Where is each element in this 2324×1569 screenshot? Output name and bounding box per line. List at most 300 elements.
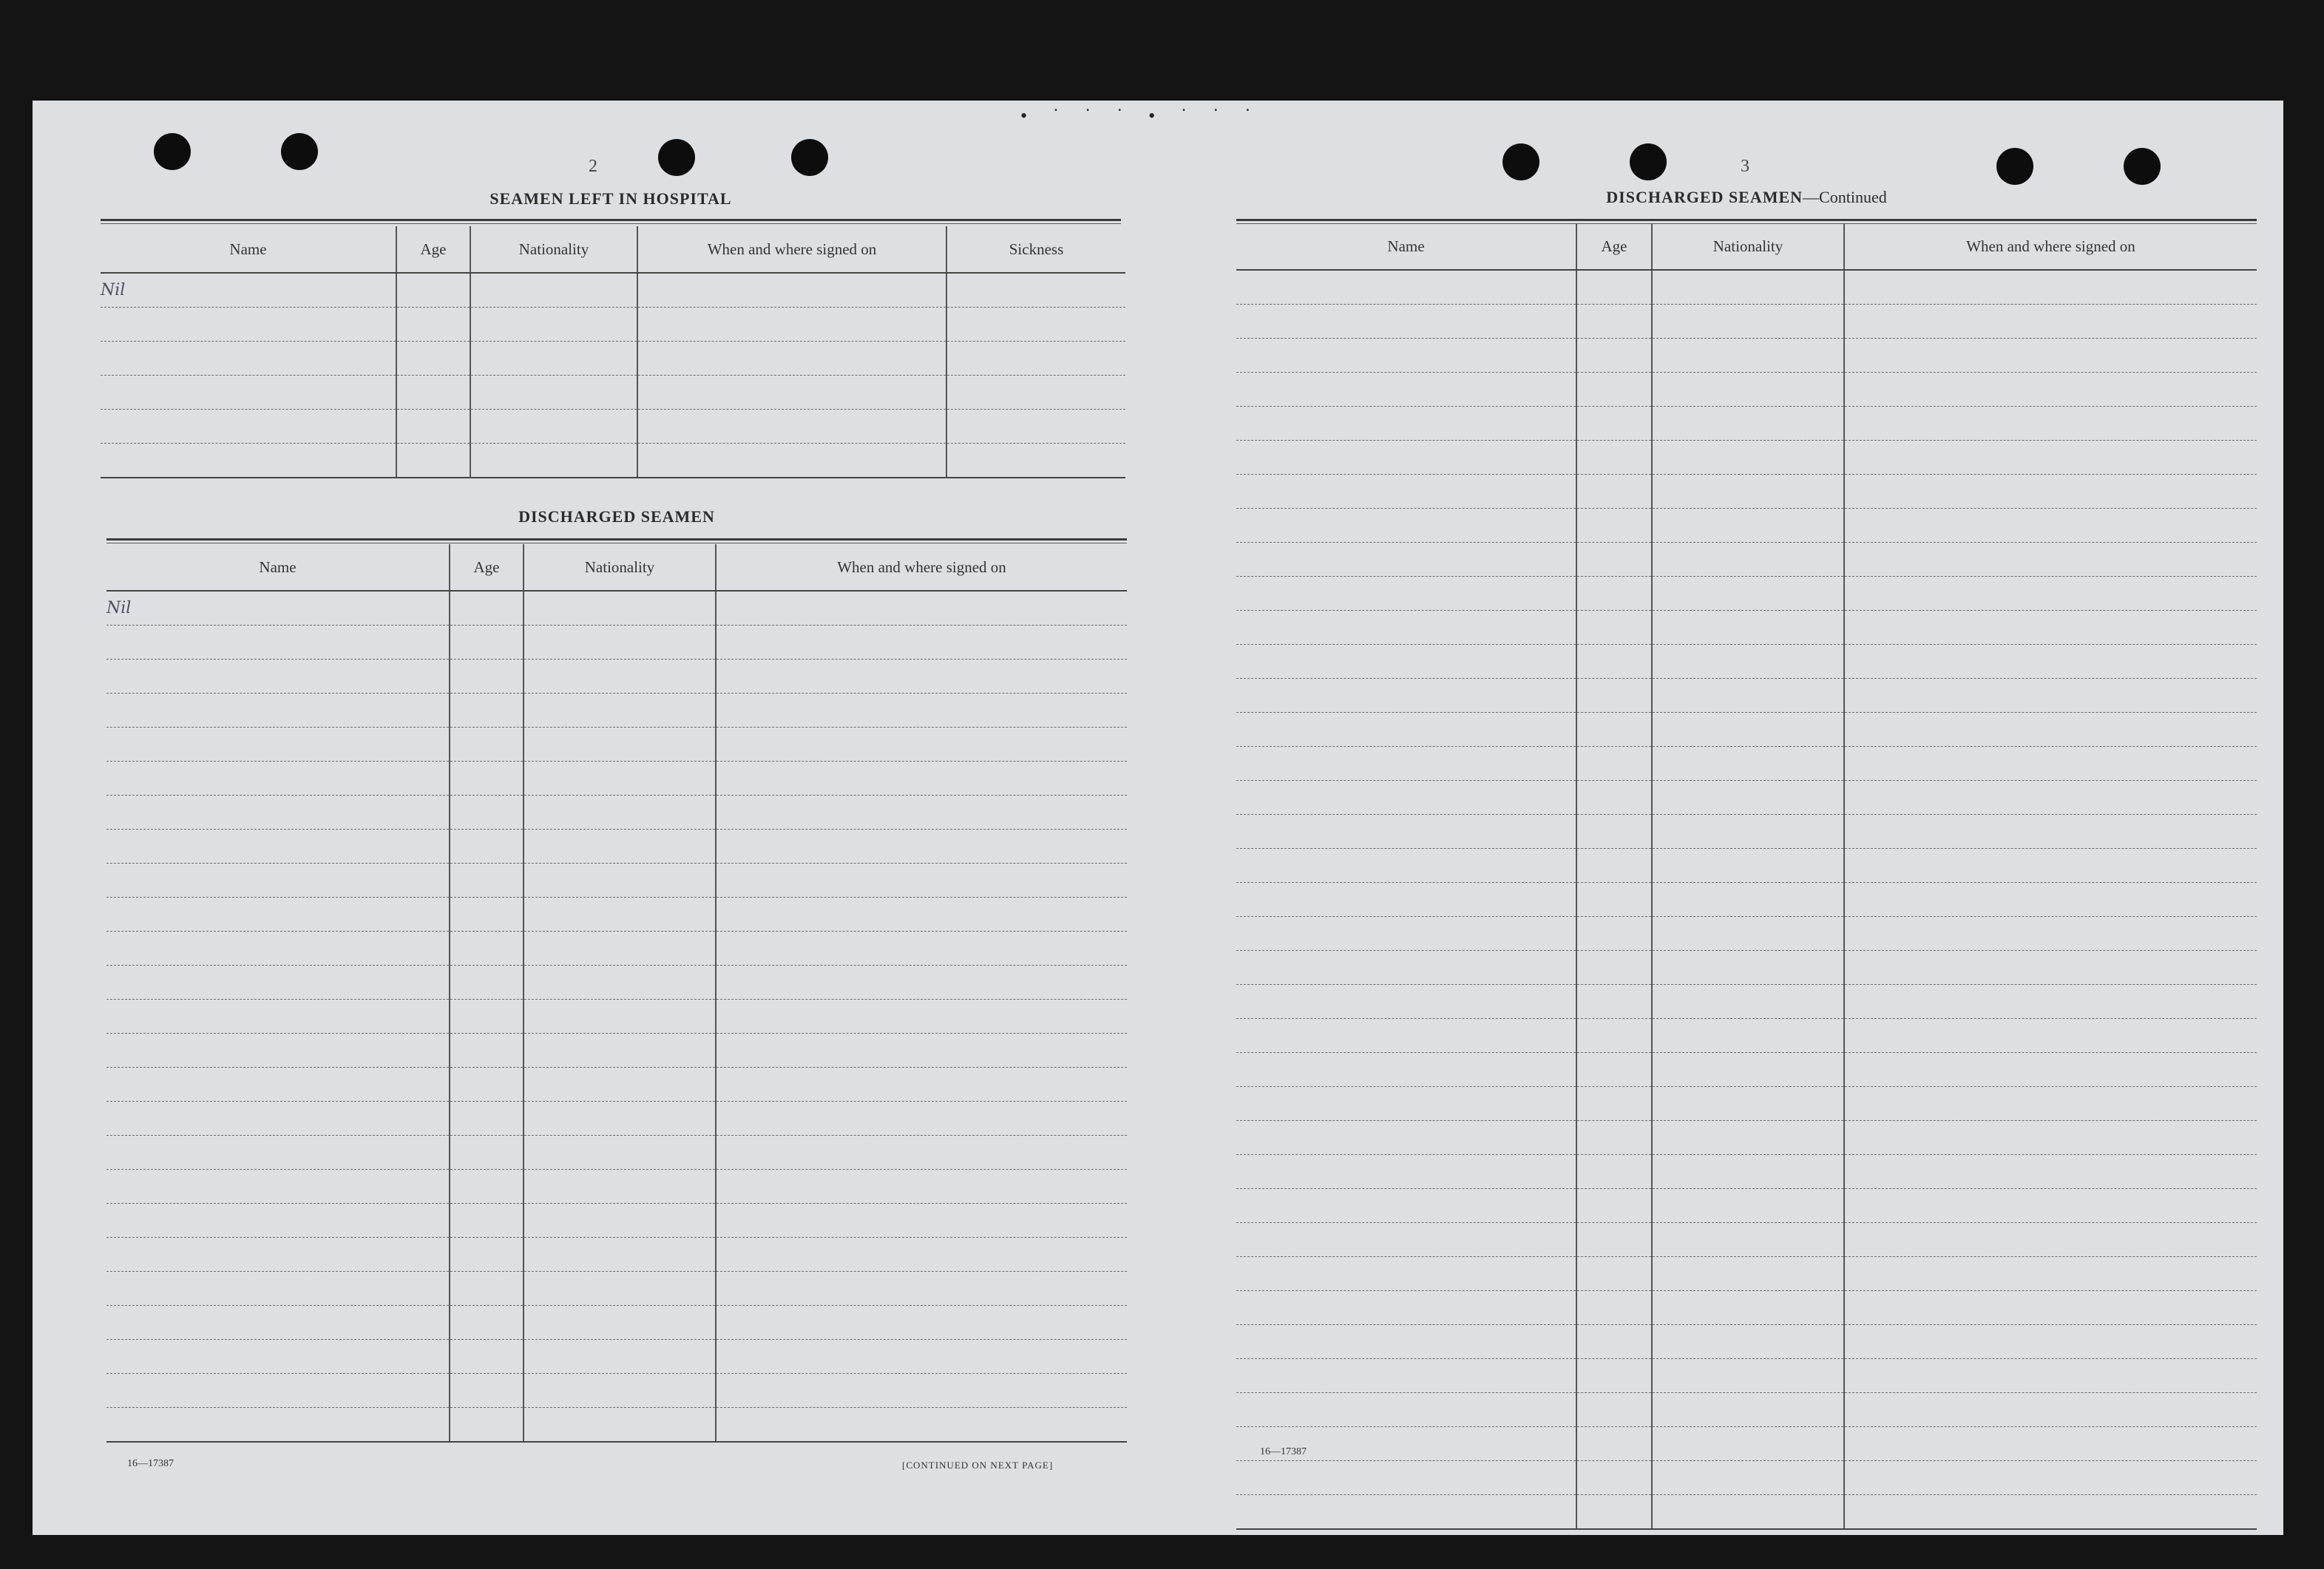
table-row (106, 1068, 1127, 1102)
table-row (1236, 815, 2257, 849)
table-cell (637, 444, 946, 478)
table-cell (450, 1238, 524, 1272)
table-cell (1844, 645, 2257, 679)
table-cell (1844, 1427, 2257, 1461)
table-row (106, 1034, 1127, 1068)
table-cell (637, 376, 946, 410)
table-row (101, 342, 1125, 376)
column-header-signed-on: When and where signed on (1844, 223, 2257, 270)
table-cell (524, 830, 716, 864)
table-cell (1576, 1155, 1652, 1189)
table-cell (106, 898, 450, 932)
table-cell (524, 1000, 716, 1034)
table-row (1236, 407, 2257, 441)
discharged-continued-table (1236, 223, 2257, 1530)
table-cell (1652, 1461, 1844, 1495)
table-cell (1236, 1257, 1576, 1291)
table-cell (1236, 849, 1576, 883)
table-row (1236, 339, 2257, 373)
table-row (106, 796, 1127, 830)
table-cell (716, 1136, 1127, 1170)
table-cell (716, 830, 1127, 864)
table-cell (396, 342, 470, 376)
table-cell (524, 932, 716, 966)
table-cell (1844, 270, 2257, 305)
table-cell (470, 444, 637, 478)
table-cell (106, 1102, 450, 1136)
ledger-sheet (33, 101, 2283, 1535)
continued-note: [CONTINUED ON NEXT PAGE] (902, 1460, 1054, 1471)
table-cell (1576, 713, 1652, 747)
table-row (106, 660, 1127, 694)
table-cell (1236, 1495, 1576, 1530)
discharged-table-body (106, 591, 1127, 1442)
table-row (1236, 1257, 2257, 1291)
table-row (1236, 611, 2257, 645)
table-cell (1236, 475, 1576, 509)
table-cell (1576, 441, 1652, 475)
table-cell (1844, 1121, 2257, 1155)
table-row (106, 1238, 1127, 1272)
table-cell (101, 444, 396, 478)
table-cell (1236, 815, 1576, 849)
table-cell (1236, 1461, 1576, 1495)
table-cell (716, 796, 1127, 830)
table-cell (106, 830, 450, 864)
table-row (1236, 1359, 2257, 1393)
table-cell (524, 1272, 716, 1306)
discharged-continued-top-rule (1236, 219, 2257, 221)
table-cell (716, 1238, 1127, 1272)
table-cell (716, 1408, 1127, 1443)
page-number-right: 3 (1741, 157, 1749, 176)
table-cell (450, 694, 524, 728)
table-cell (1236, 1019, 1576, 1053)
table-cell (101, 376, 396, 410)
table-cell (1844, 849, 2257, 883)
table-cell (1652, 1325, 1844, 1359)
table-cell (716, 1170, 1127, 1204)
table-cell (1236, 985, 1576, 1019)
column-header-nationality: Nationality (524, 544, 716, 591)
table-row (106, 1000, 1127, 1034)
table-cell (1576, 1359, 1652, 1393)
table-cell (1844, 1495, 2257, 1530)
table-cell (1576, 645, 1652, 679)
table-cell (1652, 781, 1844, 815)
table-cell (716, 1102, 1127, 1136)
table-cell (1652, 1257, 1844, 1291)
table-cell (524, 762, 716, 796)
table-cell (1844, 441, 2257, 475)
table-cell (1576, 1393, 1652, 1427)
table-cell (1652, 1087, 1844, 1121)
table-cell (1576, 509, 1652, 543)
hospital-table-body (101, 273, 1125, 478)
table-row (1236, 1087, 2257, 1121)
table-cell (106, 1238, 450, 1272)
table-cell (1844, 713, 2257, 747)
table-row (1236, 1461, 2257, 1495)
table-cell (716, 694, 1127, 728)
table-cell (716, 1000, 1127, 1034)
table-cell (1576, 1019, 1652, 1053)
table-cell (450, 1136, 524, 1170)
table-cell (716, 1272, 1127, 1306)
table-cell (1652, 985, 1844, 1019)
table-cell (1576, 1087, 1652, 1121)
table-row (101, 410, 1125, 444)
column-header-nationality: Nationality (470, 226, 637, 273)
table-cell (450, 728, 524, 762)
table-cell (450, 660, 524, 694)
table-row (1236, 373, 2257, 407)
table-cell (1576, 849, 1652, 883)
table-cell (106, 1000, 450, 1034)
table-cell (1844, 1019, 2257, 1053)
table-cell (106, 694, 450, 728)
table-header-row (1236, 223, 2257, 270)
table-cell (1844, 1359, 2257, 1393)
table-cell (101, 342, 396, 376)
table-cell (450, 1068, 524, 1102)
form-code-right: 16—17387 (1260, 1446, 1307, 1457)
table-cell (1236, 1053, 1576, 1087)
table-row (106, 1340, 1127, 1374)
table-cell (1844, 679, 2257, 713)
table-cell (1844, 1291, 2257, 1325)
punch-hole (791, 139, 828, 176)
table-cell (1844, 1189, 2257, 1223)
hospital-section-title: SEAMEN LEFT IN HOSPITAL (489, 189, 732, 208)
table-row (1236, 1155, 2257, 1189)
table-cell (1844, 1087, 2257, 1121)
table-cell (1652, 1359, 1844, 1393)
table-row (106, 1272, 1127, 1306)
discharged-top-rule (106, 538, 1127, 540)
table-cell (524, 1068, 716, 1102)
table-row (106, 1170, 1127, 1204)
table-cell (524, 1102, 716, 1136)
table-cell (1844, 1325, 2257, 1359)
table-cell (524, 864, 716, 898)
table-cell (1652, 611, 1844, 645)
table-row (101, 444, 1125, 478)
table-cell (524, 1204, 716, 1238)
table-cell (396, 308, 470, 342)
table-cell (1576, 951, 1652, 985)
table-row (1236, 781, 2257, 815)
table-cell (1236, 1223, 1576, 1257)
table-cell (524, 1408, 716, 1443)
column-header-name: Name (101, 226, 396, 273)
table-cell (1844, 781, 2257, 815)
table-cell (1236, 270, 1576, 305)
table-cell (524, 1238, 716, 1272)
table-cell (1844, 1461, 2257, 1495)
table-cell (1236, 713, 1576, 747)
punch-hole (154, 133, 191, 170)
table-cell (1576, 373, 1652, 407)
table-cell (1236, 577, 1576, 611)
table-cell (1652, 849, 1844, 883)
table-cell (1236, 441, 1576, 475)
table-cell (1652, 373, 1844, 407)
table-cell (1652, 475, 1844, 509)
table-cell (106, 864, 450, 898)
table-cell (716, 932, 1127, 966)
table-cell (1576, 1291, 1652, 1325)
column-header-sickness: Sickness (946, 226, 1125, 273)
table-row (106, 1136, 1127, 1170)
table-cell (106, 762, 450, 796)
table-cell (1652, 747, 1844, 781)
table-cell (1236, 951, 1576, 985)
table-cell (1236, 611, 1576, 645)
table-cell (1652, 577, 1844, 611)
table-cell (524, 898, 716, 932)
table-cell (1844, 951, 2257, 985)
table-cell (1236, 407, 1576, 441)
table-cell (946, 376, 1125, 410)
table-cell (1576, 917, 1652, 951)
table-cell (1652, 543, 1844, 577)
table-cell (716, 898, 1127, 932)
table-cell (1576, 611, 1652, 645)
table-cell (1576, 679, 1652, 713)
table-cell (1652, 1393, 1844, 1427)
table-cell (946, 410, 1125, 444)
table-cell (450, 626, 524, 660)
table-cell (1652, 951, 1844, 985)
punch-hole (1503, 143, 1539, 180)
table-row (106, 694, 1127, 728)
table-cell (1844, 577, 2257, 611)
table-cell (1576, 1495, 1652, 1530)
table-cell (396, 273, 470, 308)
table-cell (524, 660, 716, 694)
table-cell (524, 694, 716, 728)
table-cell (1844, 883, 2257, 917)
discharged-table (106, 544, 1127, 1443)
table-cell (1576, 305, 1652, 339)
table-cell (1652, 1495, 1844, 1530)
table-row (106, 966, 1127, 1000)
table-cell (1844, 985, 2257, 1019)
table-cell (1236, 1189, 1576, 1223)
punch-hole (658, 139, 695, 176)
table-cell (450, 1170, 524, 1204)
table-cell (1652, 407, 1844, 441)
table-cell (1652, 441, 1844, 475)
table-cell (1652, 1053, 1844, 1087)
table-cell (524, 796, 716, 830)
table-cell (1576, 815, 1652, 849)
table-row (106, 932, 1127, 966)
table-row (1236, 985, 2257, 1019)
table-cell (106, 1204, 450, 1238)
table-cell (106, 1408, 450, 1443)
table-cell (450, 591, 524, 626)
table-row (1236, 1053, 2257, 1087)
form-code-left: 16—17387 (127, 1458, 174, 1469)
table-row (106, 591, 1127, 626)
table-row (106, 728, 1127, 762)
table-row (1236, 951, 2257, 985)
table-row (106, 864, 1127, 898)
table-cell (1652, 679, 1844, 713)
table-cell (1652, 1121, 1844, 1155)
table-cell (1236, 1359, 1576, 1393)
table-row (1236, 441, 2257, 475)
table-cell (1236, 747, 1576, 781)
table-cell (946, 342, 1125, 376)
table-cell (396, 410, 470, 444)
table-cell (637, 308, 946, 342)
table-cell (450, 1340, 524, 1374)
table-cell (946, 273, 1125, 308)
table-cell (1576, 1325, 1652, 1359)
table-cell (450, 1204, 524, 1238)
table-cell (106, 1374, 450, 1408)
table-cell (716, 1034, 1127, 1068)
table-row (1236, 917, 2257, 951)
table-cell (470, 273, 637, 308)
table-cell (1576, 543, 1652, 577)
table-cell (637, 410, 946, 444)
table-row (106, 830, 1127, 864)
table-header-row (101, 226, 1125, 273)
table-row (1236, 1291, 2257, 1325)
table-cell (1844, 543, 2257, 577)
table-cell (396, 444, 470, 478)
table-cell (106, 1136, 450, 1170)
table-cell (106, 1306, 450, 1340)
table-row (1236, 713, 2257, 747)
table-cell (1652, 1291, 1844, 1325)
table-cell (106, 626, 450, 660)
table-cell (1576, 270, 1652, 305)
table-row (106, 1408, 1127, 1443)
table-cell (1236, 1291, 1576, 1325)
table-cell (450, 1000, 524, 1034)
table-cell (716, 591, 1127, 626)
table-cell (1236, 543, 1576, 577)
table-cell (1236, 679, 1576, 713)
table-cell (637, 273, 946, 308)
table-cell (450, 932, 524, 966)
table-header-row (106, 544, 1127, 591)
table-cell (1844, 1223, 2257, 1257)
table-cell (1576, 883, 1652, 917)
table-cell (1576, 1461, 1652, 1495)
table-cell (716, 864, 1127, 898)
table-cell (106, 966, 450, 1000)
table-cell (106, 1068, 450, 1102)
table-cell (524, 966, 716, 1000)
table-row (106, 1204, 1127, 1238)
table-row (106, 762, 1127, 796)
table-cell (716, 1204, 1127, 1238)
table-cell (1236, 305, 1576, 339)
punch-hole (1630, 143, 1667, 180)
table-row (1236, 849, 2257, 883)
column-header-name: Name (106, 544, 450, 591)
table-row (106, 626, 1127, 660)
table-cell (106, 660, 450, 694)
punch-hole (281, 133, 318, 170)
table-cell (524, 728, 716, 762)
table-cell (1652, 1427, 1844, 1461)
table-row (1236, 1223, 2257, 1257)
table-cell (1844, 747, 2257, 781)
table-row (1236, 475, 2257, 509)
punch-hole (2124, 148, 2161, 185)
table-cell (450, 1034, 524, 1068)
table-cell (106, 1170, 450, 1204)
table-cell (450, 796, 524, 830)
table-cell (1576, 1053, 1652, 1087)
table-cell (1844, 1257, 2257, 1291)
hospital-top-rule (101, 219, 1121, 221)
table-cell (1236, 781, 1576, 815)
table-cell (1844, 373, 2257, 407)
table-cell (1652, 509, 1844, 543)
title-main: DISCHARGED SEAMEN (1606, 188, 1803, 206)
table-cell (1236, 1121, 1576, 1155)
table-cell (1844, 1155, 2257, 1189)
stray-marks: • ˙ ˙ ˙ • ˙ ˙ ˙ (1020, 105, 1261, 126)
table-row (1236, 509, 2257, 543)
table-row (106, 1102, 1127, 1136)
table-cell (1236, 883, 1576, 917)
table-cell (450, 864, 524, 898)
table-cell: Nil (101, 273, 396, 308)
table-cell (716, 1374, 1127, 1408)
table-row (1236, 305, 2257, 339)
table-cell (106, 1034, 450, 1068)
table-cell (1576, 1189, 1652, 1223)
table-cell (470, 410, 637, 444)
column-header-nationality: Nationality (1652, 223, 1844, 270)
table-cell (716, 1340, 1127, 1374)
table-row (101, 273, 1125, 308)
table-cell (450, 1102, 524, 1136)
table-cell (716, 966, 1127, 1000)
table-cell (1576, 475, 1652, 509)
table-cell (106, 1272, 450, 1306)
table-cell (1576, 1223, 1652, 1257)
table-cell (106, 1340, 450, 1374)
table-cell (524, 1136, 716, 1170)
table-cell (450, 830, 524, 864)
table-cell (1236, 645, 1576, 679)
table-cell (716, 1068, 1127, 1102)
table-cell (1844, 475, 2257, 509)
table-row (101, 308, 1125, 342)
table-row (1236, 577, 2257, 611)
table-row (1236, 747, 2257, 781)
table-cell (470, 376, 637, 410)
table-cell (1844, 815, 2257, 849)
table-cell (1576, 339, 1652, 373)
table-cell (1652, 883, 1844, 917)
table-cell (1236, 509, 1576, 543)
table-cell (450, 762, 524, 796)
table-cell (1236, 339, 1576, 373)
table-cell (1576, 1427, 1652, 1461)
table-row (1236, 1393, 2257, 1427)
